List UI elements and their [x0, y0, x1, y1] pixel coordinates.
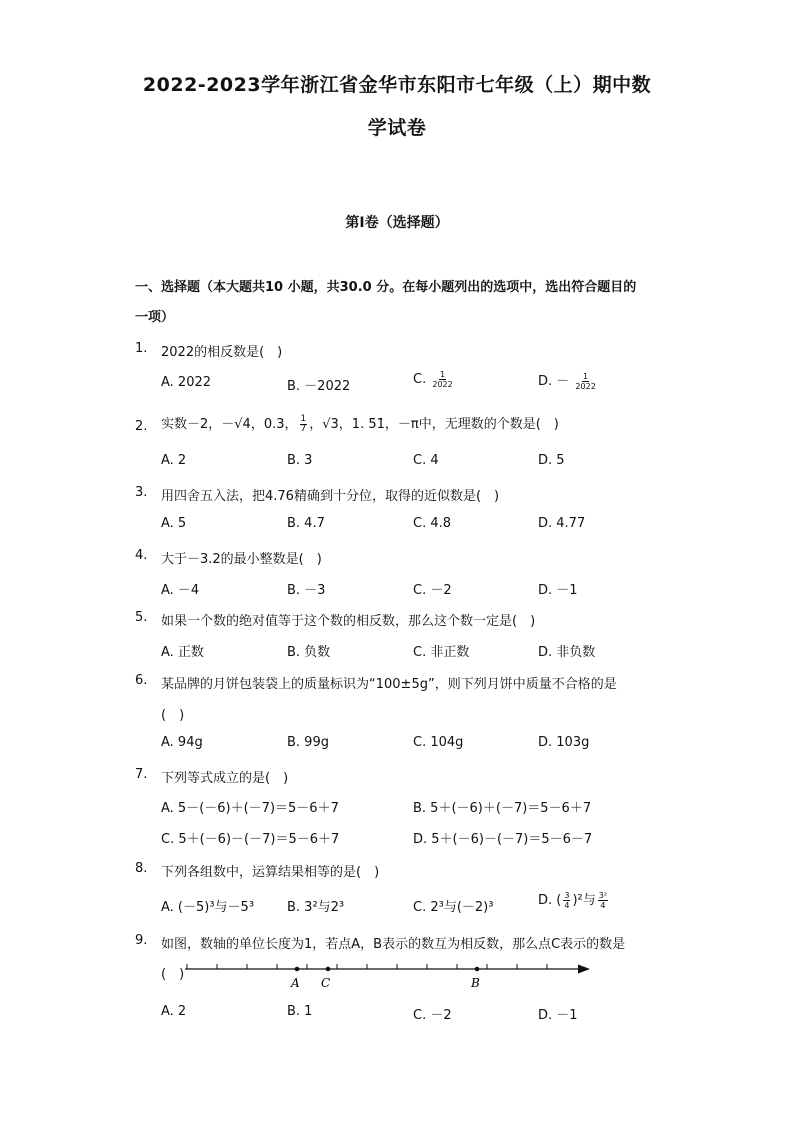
option-c[interactable]: C. 5＋(－6)－(－7)＝5－6＋7: [161, 832, 340, 847]
question-number: 5.: [135, 610, 148, 625]
option-a[interactable]: A. 94g: [161, 735, 203, 750]
option-b[interactable]: B. 3: [287, 453, 313, 468]
option-a[interactable]: A. 5－(－6)＋(－7)＝5－6＋7: [161, 801, 339, 816]
question-number: 9.: [135, 933, 148, 948]
point-a: [295, 967, 300, 972]
instructions-line2: 一项）: [135, 310, 175, 325]
question-text: 下列各组数中，运算结果相等的是( ): [161, 865, 380, 880]
question-text: 大于－3.2的最小整数是( ): [161, 552, 322, 567]
exam-title-line2: 学试卷: [367, 117, 427, 139]
question-number: 6.: [135, 673, 148, 688]
option-d[interactable]: D. 103g: [538, 735, 590, 750]
number-line-arrow: [578, 965, 590, 974]
option-d-label: D. －: [538, 374, 570, 389]
question-number: 7.: [135, 767, 148, 782]
option-b[interactable]: B. 5＋(－6)＋(－7)＝5－6＋7: [413, 801, 592, 816]
question-number: 3.: [135, 485, 148, 500]
option-a[interactable]: A. (－5)³与－5³: [161, 900, 255, 915]
option-a[interactable]: A. 2: [161, 453, 187, 468]
option-c[interactable]: C. 104g: [413, 735, 464, 750]
option-d-label: D.: [538, 893, 553, 908]
option-a[interactable]: A. 2022: [161, 375, 212, 390]
question-text: 实数－2，－√4，0.3， $\frac{1}{7}$ ，√3，1. 5̇1̇，－π中，无理数的个数是( ): [161, 414, 559, 434]
option-d[interactable]: D. －1: [538, 583, 578, 598]
option-c[interactable]: C. 4.8: [413, 516, 452, 531]
fraction: $\frac{3}{4}$: [564, 891, 570, 910]
option-d[interactable]: D. 4.77: [538, 516, 586, 531]
question-number: 1.: [135, 341, 148, 356]
option-c[interactable]: C. 2³与(－2)³: [413, 900, 494, 915]
option-d[interactable]: D. 5＋(－6)－(－7)＝5－6－7: [413, 832, 593, 847]
exam-title-line1: 2022-2023学年浙江省金华市东阳市七年级（上）期中数: [142, 74, 652, 96]
option-b[interactable]: B. 负数: [287, 645, 331, 660]
fraction: $\frac{1}{2022}$: [432, 370, 453, 389]
option-b[interactable]: B. 4.7: [287, 516, 325, 531]
question-text-cont: ( ): [161, 708, 185, 723]
number-line-ticks: [187, 964, 547, 969]
instructions-line1: 一、选择题（本大题共10 小题，共30.0 分。在每小题列出的选项中，选出符合题目的: [135, 280, 637, 295]
label-a: A: [291, 976, 300, 990]
option-d[interactable]: D. ( $\frac{3}{4}$ )²与 $\frac{\text{3²}}{4}$: [538, 891, 608, 910]
label-b: B: [471, 976, 480, 990]
question-text: 2022的相反数是( ): [161, 345, 283, 360]
fraction: $\frac{1}{7}$: [300, 414, 307, 434]
question-number: 2.: [135, 419, 148, 434]
question-number: 8.: [135, 861, 148, 876]
question-number: 4.: [135, 548, 148, 563]
option-b[interactable]: B. 99g: [287, 735, 329, 750]
option-b[interactable]: B. －2022: [287, 379, 351, 394]
option-d[interactable]: D. 5: [538, 453, 565, 468]
option-c[interactable]: C. 非正数: [413, 645, 470, 660]
point-c: [326, 967, 331, 972]
label-c: C: [321, 976, 331, 990]
option-a[interactable]: A. 正数: [161, 645, 204, 660]
question-text: 某品牌的月饼包装袋上的质量标识为“100±5g”，则下列月饼中质量不合格的是: [161, 677, 617, 692]
option-d[interactable]: [538, 370, 598, 391]
option-c[interactable]: C. －2: [413, 583, 452, 598]
question-text-cont: ( ): [161, 967, 185, 982]
option-b[interactable]: B. －3: [287, 583, 326, 598]
fraction: $\frac{1}{2022}$: [575, 372, 596, 391]
option-d[interactable]: D. 非负数: [538, 645, 596, 660]
point-b: [475, 967, 480, 972]
option-a[interactable]: A. 5: [161, 516, 187, 531]
section-title: 第I卷（选择题）: [345, 215, 449, 231]
question-text: 如图，数轴的单位长度为1，若点A，B表示的数互为相反数，那么点C表示的数是: [161, 937, 626, 952]
option-c[interactable]: C. －2: [413, 1008, 452, 1023]
question-text: 下列等式成立的是( ): [161, 771, 289, 786]
option-b[interactable]: B. 3²与2³: [287, 900, 345, 915]
option-c-label: C.: [413, 372, 427, 387]
option-c[interactable]: [413, 370, 455, 389]
question-text: 用四舍五入法，把4.76精确到十分位，取得的近似数是( ): [161, 489, 500, 504]
fraction: $\frac{\text{3²}}{4}$: [598, 891, 608, 910]
option-b[interactable]: B. 1: [287, 1004, 313, 1019]
number-line-figure: [180, 955, 600, 995]
option-c[interactable]: C. 4: [413, 453, 439, 468]
option-a[interactable]: A. －4: [161, 583, 200, 598]
question-text: 如果一个数的绝对值等于这个数的相反数，那么这个数一定是( ): [161, 614, 536, 629]
option-d[interactable]: D. －1: [538, 1008, 578, 1023]
option-a[interactable]: A. 2: [161, 1004, 187, 1019]
